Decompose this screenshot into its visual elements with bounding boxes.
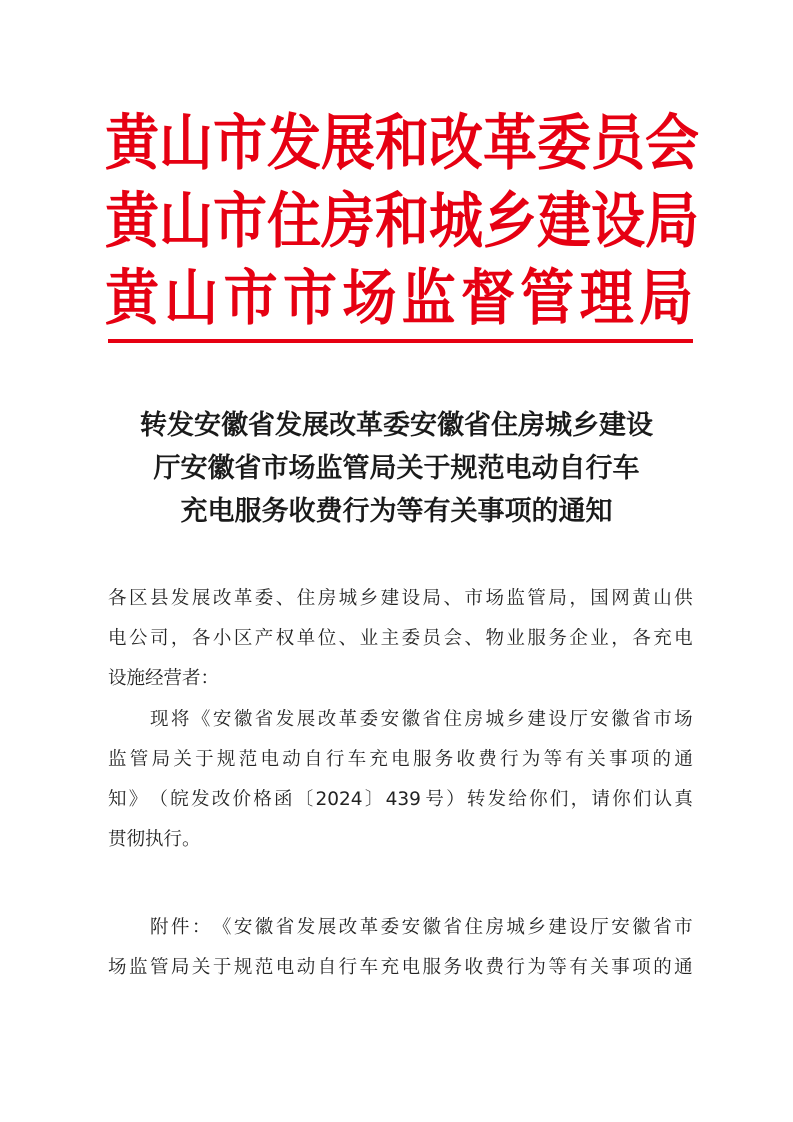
paragraph-line-1: 现 将 《 安 徽 省 发 展 改 革 委 安 徽 省 住 房 城 乡 建 设 厅 安 徽 省 市 场 [149, 709, 693, 730]
addressee-line-2: 电 公 司 ， 各 小 区 产 权 单 位 、 业 主 委 员 会 、 物 业 服 务 企 业 ， 各 充 电 [108, 628, 693, 649]
paragraph-line-2: 监 管 局 关 于 规 范 电 动 自 行 车 充 电 服 务 收 费 行 为 等 有 关 事 项 的 通 [108, 749, 693, 770]
issuing-org-2: 黄 山 市 住 房 和 城 乡 建 设 局 [105, 184, 699, 256]
red-header-rule [108, 339, 693, 343]
attachment-line-1: 附 件 ： 《 安 徽 省 发 展 改 革 委 安 徽 省 住 房 城 乡 建 设 厅 安 徽 省 市 [149, 917, 693, 938]
addressee-line-3: 设施经营者： [108, 668, 220, 689]
title-line-1: 转发安徽省发展改革委安徽省住房城乡建设 [140, 410, 653, 441]
addressee-block [108, 579, 693, 699]
paragraph-line-3: 知 》 （ 皖 发 改 价 格 函 〔 2024 〕 439 号 ） 转 发 给 你 们 ， 请 你 们 认 真 [108, 789, 693, 810]
paragraph-line-4: 贯彻执行。 [108, 829, 201, 850]
attachment-note [108, 908, 693, 988]
addressee-line-1: 各 区 县 发 展 改 革 委 、 住 房 城 乡 建 设 局 、 市 场 监 管 局 ， 国 网 黄 山 供 [108, 588, 693, 609]
title-line-2: 厅安徽省市场监管局关于规范电动自行车 [153, 453, 640, 484]
attachment-line-2: 场 监 管 局 关 于 规 范 电 动 自 行 车 充 电 服 务 收 费 行 为 等 有 关 事 项 的 通 [108, 957, 693, 978]
document-title [100, 404, 693, 533]
issuing-org-1: 黄 山 市 发 展 和 改 革 委 员 会 [105, 106, 699, 178]
title-line-3: 充电服务收费行为等有关事项的通知 [180, 496, 613, 527]
forwarding-paragraph [108, 700, 693, 860]
issuing-org-3: 黄 山 市 市 场 监 督 管 理 局 [105, 261, 693, 333]
